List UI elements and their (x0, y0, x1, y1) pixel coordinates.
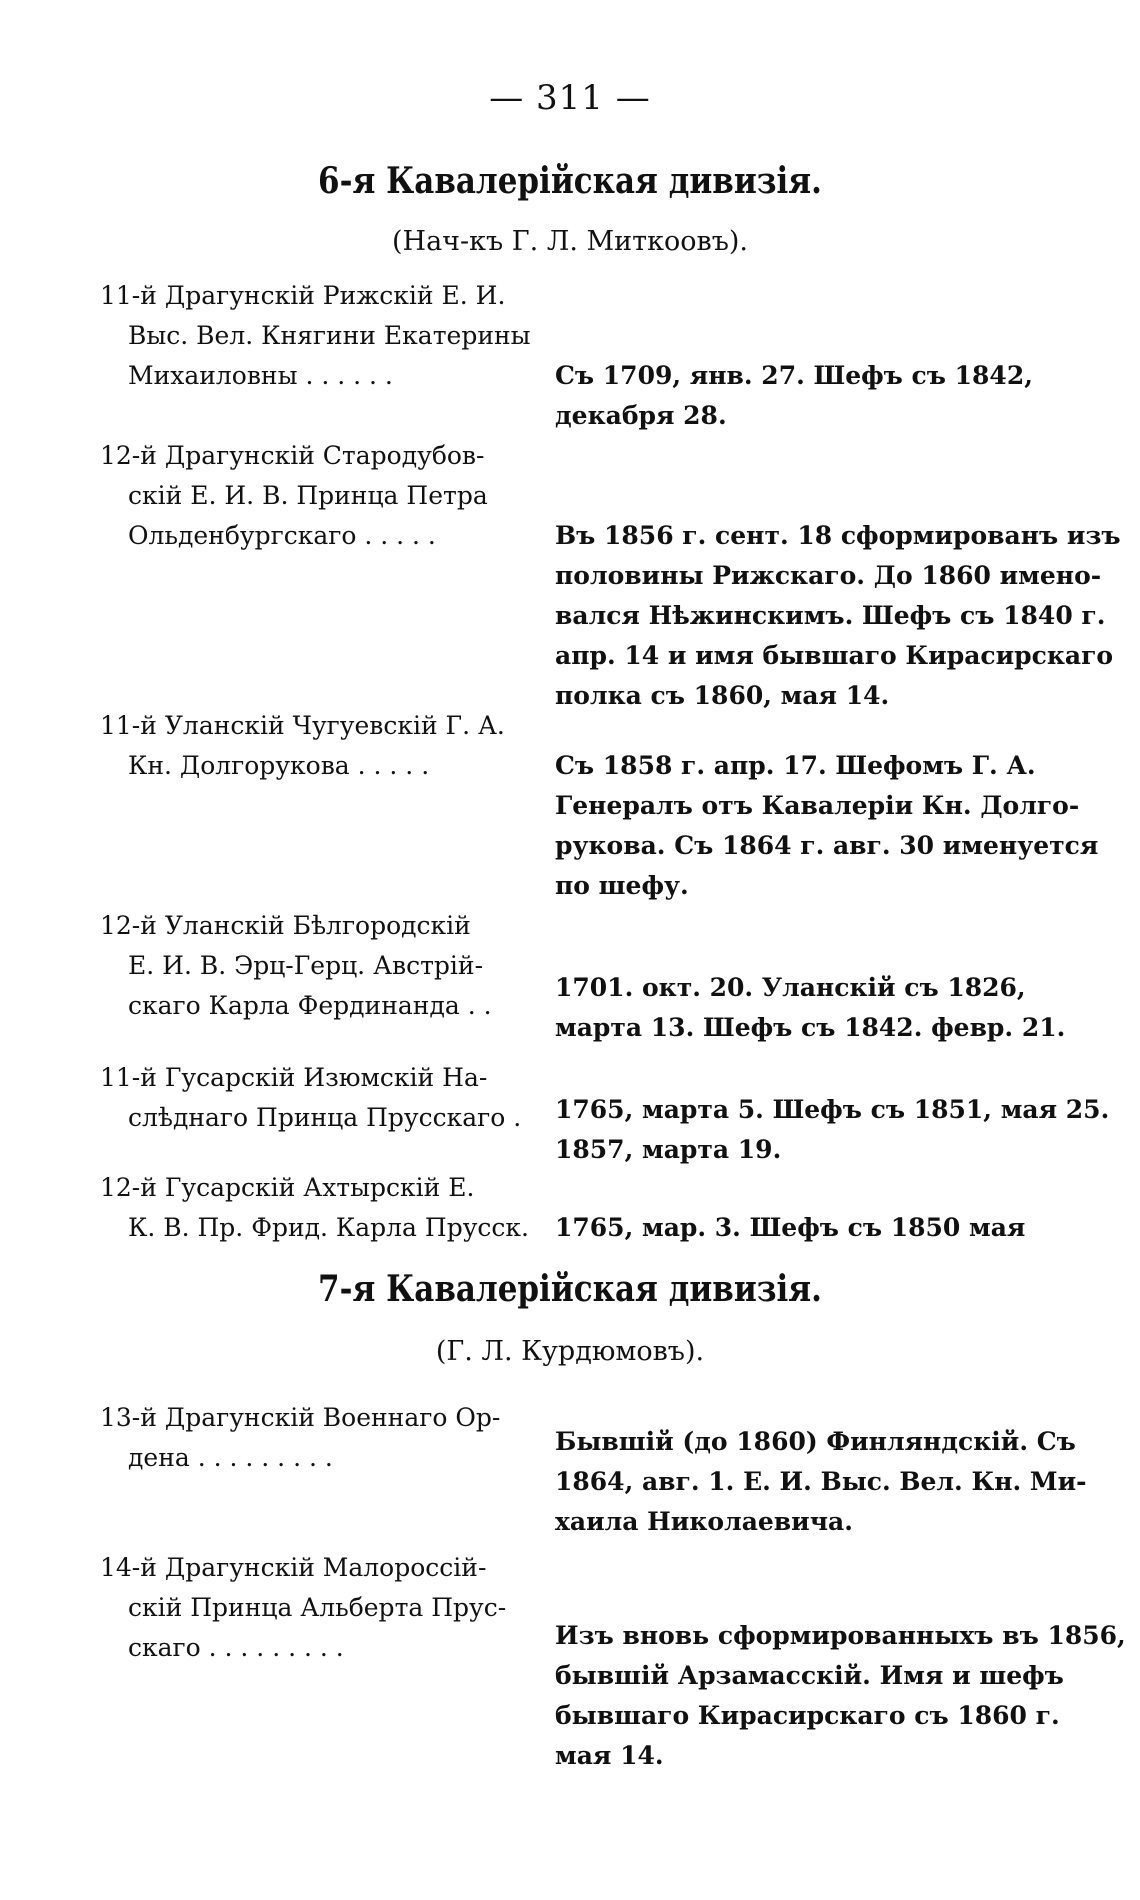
regiment-note-line: 1857, марта 19. (555, 1135, 782, 1164)
regiment-note-line: полка съ 1860, мая 14. (555, 681, 890, 710)
regiment-name-line: Кн. Долгорукова . . . . . (128, 751, 430, 780)
regiment-name-line: К. В. Пр. Фрид. Карла Прусск. (128, 1213, 529, 1242)
regiment-note-line: мая 14. (555, 1741, 664, 1770)
regiment-name (100, 906, 540, 1026)
regiment-name-line: 14-й Драгунскій Малороссій- (100, 1553, 487, 1582)
regiment-name-line: 11-й Драгунскій Рижскій Е. И. (100, 281, 506, 310)
regiment-notes (555, 516, 1121, 716)
regiment-name-line: дена . . . . . . . . . (128, 1443, 333, 1472)
regiment-name-line: Е. И. В. Эрц-Герц. Австрій- (128, 951, 484, 980)
regiment-note-line: марта 13. Шефъ съ 1842. февр. 21. (555, 1013, 1066, 1042)
regiment-note-line: рукова. Съ 1864 г. авг. 30 именуется (555, 831, 1099, 860)
regiment-note-line: вался Нѣжинскимъ. Шефъ съ 1840 г. (555, 601, 1106, 630)
regiment-name-line: 11-й Гусарскій Изюмскій На- (100, 1063, 488, 1092)
regiment-note-line: Генералъ отъ Кавалеріи Кн. Долго- (555, 791, 1080, 820)
regiment-notes (555, 1616, 1126, 1776)
regiment-name-line: Выс. Вел. Княгини Екатерины (128, 321, 531, 350)
regiment-note-line: 1701. окт. 20. Уланскій съ 1826, (555, 973, 1026, 1002)
regiment-name-line: 12-й Драгунскій Стародубов- (100, 441, 485, 470)
regiment-name-line: Михаиловны . . . . . . (128, 361, 393, 390)
regiment-notes (555, 746, 1099, 906)
regiment-notes (555, 968, 1066, 1048)
regiment-notes (555, 1422, 1087, 1542)
regiment-note-line: 1765, марта 5. Шефъ съ 1851, мая 25. (555, 1095, 1110, 1124)
regiment-note-line: половины Рижскаго. До 1860 имено- (555, 561, 1102, 590)
regiment-name (100, 276, 540, 396)
regiment-note-line: по шефу. (555, 871, 689, 900)
regiment-note-line: бывшій Арзамасскій. Имя и шефъ (555, 1661, 1064, 1690)
regiment-notes (555, 1208, 1055, 1248)
regiment-name (100, 1168, 540, 1248)
regiment-note-line: бывшаго Кирасирскаго съ 1860 г. (555, 1701, 1060, 1730)
regiment-note-line: хаила Николаевича. (555, 1507, 853, 1536)
regiment-note-line: 1864, авг. 1. Е. И. Выс. Вел. Кн. Ми- (555, 1467, 1087, 1496)
section-commander-7: (Г. Л. Курдюмовъ). (435, 1336, 705, 1367)
regiment-note-line: Въ 1856 г. сент. 18 сформированъ изъ (555, 521, 1121, 550)
regiment-notes (555, 1090, 1110, 1170)
regiment-notes (555, 356, 1055, 436)
regiment-name-line: 12-й Уланскій Бѣлгородскій (100, 911, 471, 940)
regiment-note-line: Бывшій (до 1860) Финляндскій. Съ (555, 1427, 1076, 1456)
regiment-name-line: скаго Карла Фердинанда . . (128, 991, 492, 1020)
regiment-name (100, 1398, 540, 1478)
regiment-name-line: 13-й Драгунскій Военнаго Ор- (100, 1403, 501, 1432)
regiment-note-line: Изъ вновь сформированныхъ въ 1856, (555, 1621, 1126, 1650)
regiment-name-line: 12-й Гусарскій Ахтырскій Е. (100, 1173, 475, 1202)
regiment-name (100, 436, 540, 556)
regiment-note-line: Съ 1709, янв. 27. Шефъ съ 1842, (555, 361, 1033, 390)
regiment-name-line: скаго . . . . . . . . . (128, 1633, 344, 1662)
regiment-name (100, 706, 540, 786)
regiment-name-line: Ольденбургскаго . . . . . (128, 521, 436, 550)
regiment-name (100, 1058, 540, 1138)
regiment-note-line: 1765, мар. 3. Шефъ съ 1850 мая (555, 1213, 1026, 1242)
regiment-name-line: 11-й Уланскій Чугуевскій Г. А. (100, 711, 505, 740)
regiment-note-line: декабря 28. (555, 401, 727, 430)
regiment-name (100, 1548, 540, 1668)
regiment-name-line: скій Принца Альберта Прус- (128, 1593, 507, 1622)
page-number: — 311 — (489, 78, 651, 118)
regiment-name-line: слѣднаго Принца Прусскаго . (128, 1103, 522, 1132)
regiment-name-line: скій Е. И. В. Принца Петра (128, 481, 488, 510)
section-title-7: 7-я Кавалерійская дивизія. (318, 1268, 822, 1310)
regiment-note-line: апр. 14 и имя бывшаго Кирасирскаго (555, 641, 1114, 670)
section-commander-6: (Нач-къ Г. Л. Миткоовъ). (392, 226, 748, 257)
section-title-6: 6-я Кавалерійская дивизія. (318, 160, 822, 202)
regiment-note-line: Съ 1858 г. апр. 17. Шефомъ Г. А. (555, 751, 1036, 780)
